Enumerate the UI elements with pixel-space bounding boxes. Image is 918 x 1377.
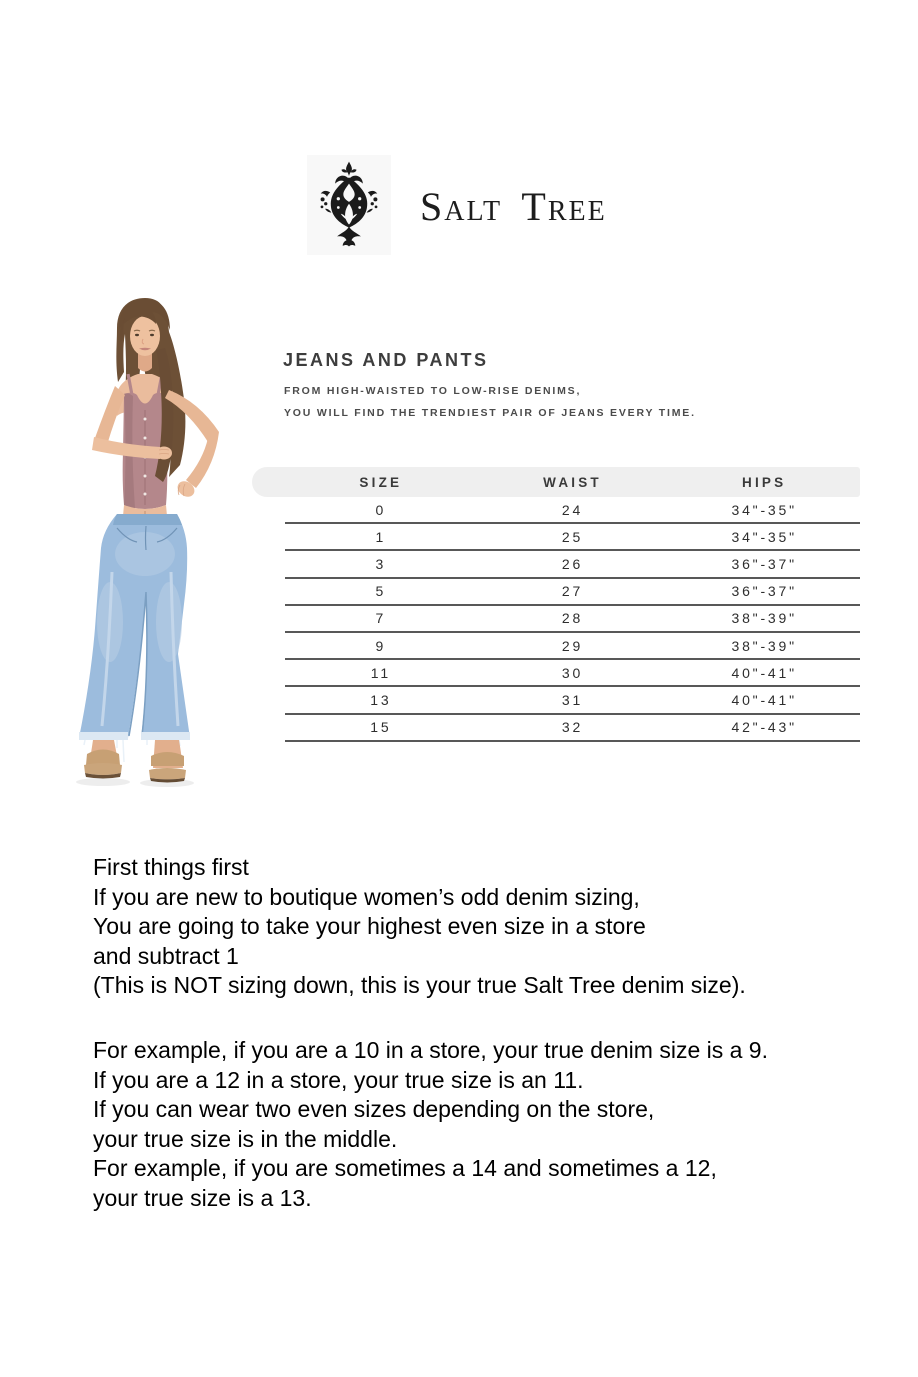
- cell-waist: 24: [561, 501, 584, 518]
- note-line: If you can wear two even sizes depending on the store,: [93, 1096, 655, 1123]
- size-chart-header: [252, 467, 860, 497]
- cell-size: 7: [375, 610, 387, 627]
- note-line: You are going to take your highest even size in a store: [93, 913, 646, 940]
- size-chart: [285, 497, 860, 742]
- cell-waist: 30: [561, 664, 584, 681]
- cell-hips: 42"-43": [731, 719, 797, 736]
- note-line: If you are new to boutique women’s odd denim sizing,: [93, 883, 640, 910]
- note-line: your true size is in the middle.: [93, 1125, 398, 1152]
- note-line: For example, if you are a 10 in a store, your true denim size is a 9.: [93, 1037, 768, 1063]
- cell-hips: 40"-41": [731, 691, 797, 708]
- cell-hips: 34"-35": [731, 501, 797, 518]
- note-line: (This is NOT sizing down, this is your true Salt Tree denim size).: [93, 972, 746, 999]
- cell-waist: 25: [561, 528, 584, 545]
- table-row: [285, 606, 860, 633]
- table-row: [285, 551, 860, 578]
- cell-waist: 27: [561, 583, 584, 600]
- table-row: [285, 524, 860, 551]
- damask-ornament-icon: [316, 161, 382, 249]
- cell-hips: 38"-39": [731, 610, 797, 627]
- cell-waist: 31: [561, 691, 584, 708]
- cell-waist: 32: [561, 719, 584, 736]
- cell-size: 3: [375, 555, 387, 572]
- column-header-size: SIZE: [359, 474, 403, 490]
- cell-waist: 26: [561, 555, 584, 572]
- note-line: If you are a 12 in a store, your true size is an 11.: [93, 1066, 584, 1093]
- section-subtitle-line-1: FROM HIGH-WAISTED TO LOW-RISE DENIMS,: [284, 385, 582, 397]
- section-subtitle-line-2: YOU WILL FIND THE TRENDIEST PAIR OF JEANS EVERY TIME.: [284, 407, 696, 419]
- cell-hips: 40"-41": [731, 664, 797, 681]
- table-row: [285, 633, 860, 660]
- cell-size: 0: [375, 501, 387, 518]
- table-row: [285, 497, 860, 524]
- cell-hips: 38"-39": [731, 637, 797, 654]
- brand-wordmark: Salt Tree: [420, 184, 607, 229]
- table-row: [285, 660, 860, 687]
- column-header-waist: WAIST: [543, 474, 602, 490]
- cell-size: 9: [375, 637, 387, 654]
- cell-hips: 36"-37": [731, 583, 797, 600]
- sizing-notes-paragraph-2: [93, 1036, 768, 1214]
- cell-size: 13: [370, 691, 392, 708]
- section-title: JEANS AND PANTS: [283, 350, 489, 370]
- note-line: First things first: [93, 854, 249, 880]
- model-photo: [65, 292, 240, 792]
- column-header-hips: HIPS: [742, 474, 787, 490]
- cell-hips: 34"-35": [731, 528, 797, 545]
- table-row: [285, 715, 860, 742]
- cell-size: 5: [375, 583, 387, 600]
- brand-logo-box: [307, 155, 391, 255]
- table-row: [285, 579, 860, 606]
- sizing-notes-paragraph-1: [93, 853, 746, 1001]
- cell-waist: 28: [561, 610, 584, 627]
- cell-size: 1: [375, 528, 387, 545]
- note-line: your true size is a 13.: [93, 1184, 312, 1211]
- cell-hips: 36"-37": [731, 555, 797, 572]
- table-row: [285, 687, 860, 714]
- cell-size: 11: [370, 664, 391, 681]
- cell-size: 15: [370, 719, 392, 736]
- cell-waist: 29: [561, 637, 584, 654]
- note-line: and subtract 1: [93, 942, 239, 969]
- note-line: For example, if you are sometimes a 14 and sometimes a 12,: [93, 1155, 717, 1182]
